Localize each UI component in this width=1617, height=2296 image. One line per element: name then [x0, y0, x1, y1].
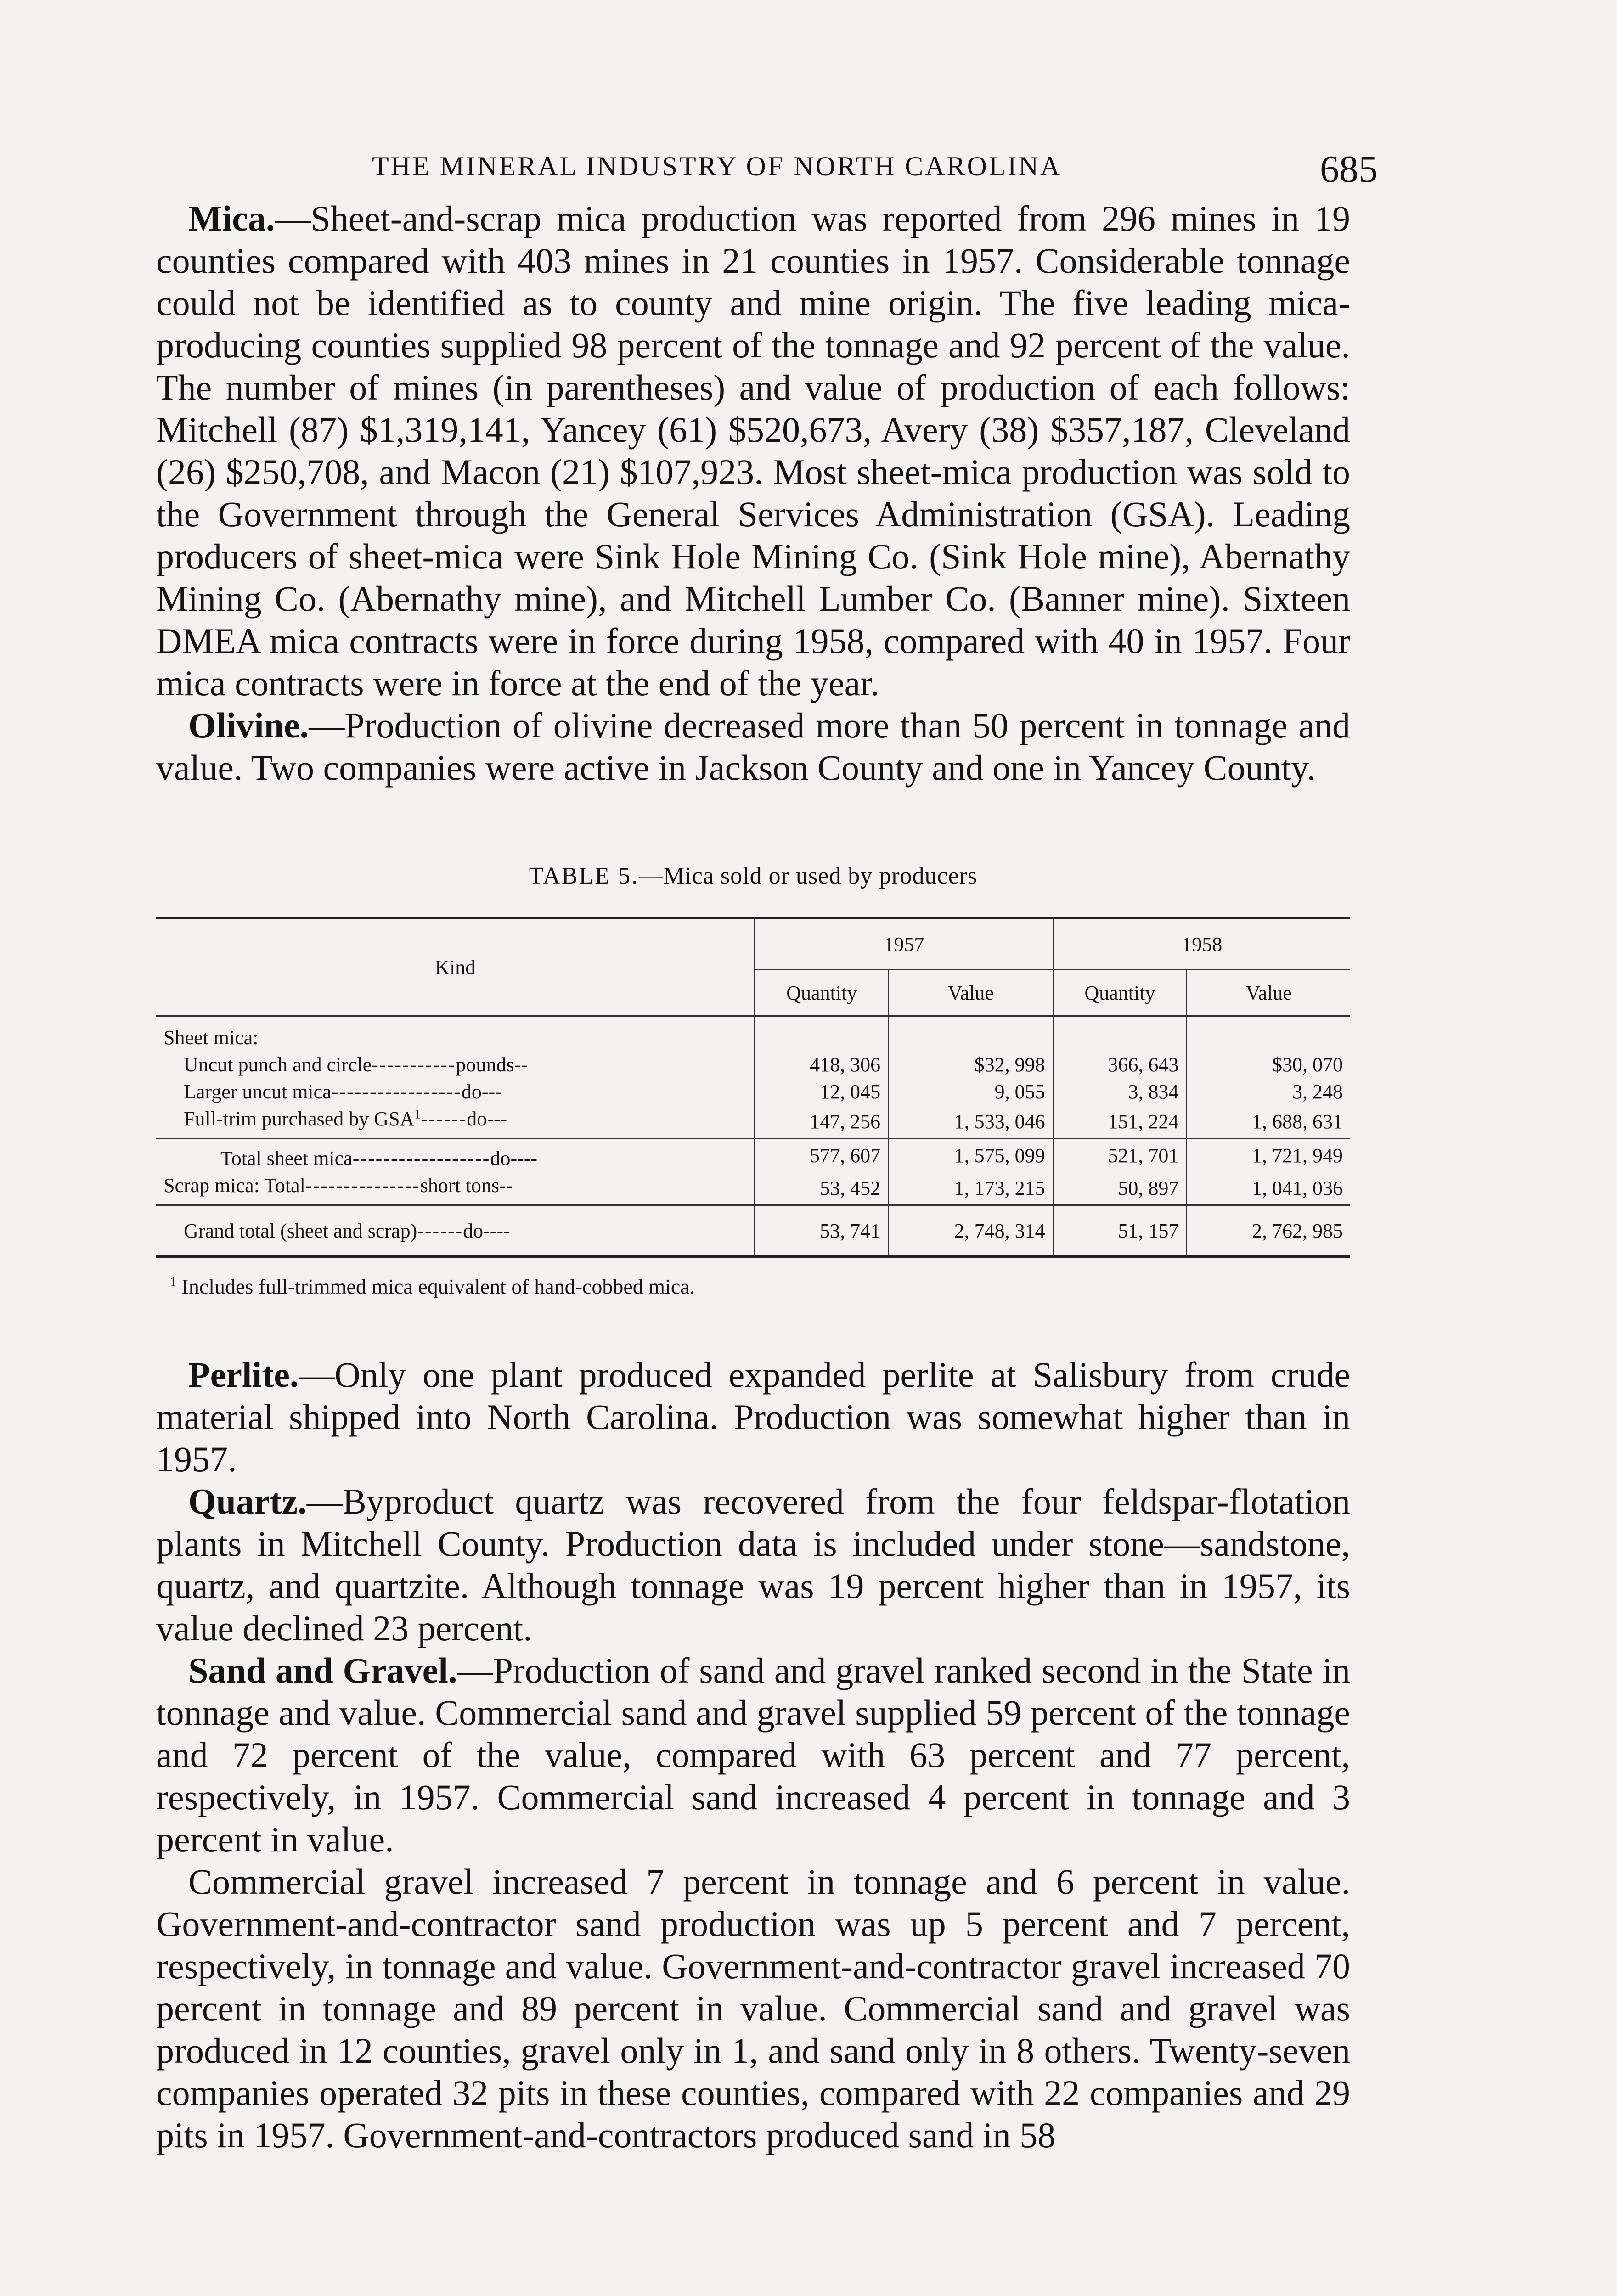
paragraph-commercial-gravel [156, 1861, 1350, 2156]
section-label: Sheet mica: [163, 1026, 259, 1049]
table-caption [156, 862, 1350, 889]
cell-q1957: 418, 306 [755, 1051, 889, 1078]
cell-q1957: 577, 607 [755, 1139, 889, 1172]
paragraph-quartz [156, 1480, 1350, 1649]
quantity-1958-header: Quantity [1053, 970, 1187, 1016]
row-label: Total sheet mica------------------do---- [220, 1147, 538, 1170]
heading-perlite: Perlite. [188, 1355, 299, 1395]
text-quartz: —Byproduct quartz was recovered from the four feldspar-flotation plants in Mitchell County. Production data is included under stone—sandstone, quartz, and quartzite. Although tonnage was 19 percent higher than in 1957, its value declined 23 percent. [156, 1481, 1350, 1648]
row-label: Uncut punch and circle-----------pounds-- [184, 1053, 528, 1076]
table-title: —Mica sold or used by producers [639, 863, 978, 889]
cell-q1958: 366, 643 [1053, 1051, 1187, 1078]
cell-v1957: 1, 173, 215 [889, 1172, 1053, 1205]
text-mica: —Sheet-and-scrap mica production was reported from 296 mines in 19 counties compared with 403 mines in 21 counties in 1957. Considerable tonnage could not be identified as to county and mine origin. The five leading mica-producing counties supplied 98 percent of the tonnage and 92 percent of the value. The number of mines (in parentheses) and value of production of each follows: Mitchell (87) $1,319,141, Yancey (61) $520,673, Avery (38) $357,187, Cleveland (26) $250,708, and Macon (21) $107,923. Most sheet-mica production was sold to the Government through the General Services Administration (GSA). Leading producers of sheet-mica were Sink Hole Mining Co. (Sink Hole mine), Abernathy Mining Co. (Abernathy mine), and Mitchell Lumber Co. (Banner mine). Sixteen DMEA mica contracts were in force during 1958, compared with 40 in 1957. Four mica contracts were in force at the end of the year. [156, 198, 1350, 703]
footnote-marker: 1 [414, 1107, 421, 1122]
cell-q1958: 521, 701 [1053, 1139, 1187, 1172]
table-row-total-sheet [156, 1139, 1350, 1172]
heading-olivine: Olivine. [188, 705, 309, 745]
text-commercial-gravel: Commercial gravel increased 7 percent in tonnage and 6 percent in value. Government-and-contractor sand production was up 5 percent and 7 percent, respectively, in tonnage and value. Government-and-contractor gravel increased 70 percent in tonnage and 89 percent in value. Commercial sand and gravel was produced in 12 counties, gravel only in 1, and sand only in 8 others. Twenty-seven companies operated 32 pits in these counties, compared with 22 companies and 29 pits in 1957. Government-and-contractors produced sand in 58 [156, 1862, 1350, 2155]
heading-sand-gravel: Sand and Gravel. [188, 1650, 457, 1690]
cell-v1957: $32, 998 [889, 1051, 1053, 1078]
paragraph-olivine [156, 704, 1350, 789]
row-label: Scrap mica: Total---------------short tons-- [163, 1174, 513, 1197]
text-sand-gravel: —Production of sand and gravel ranked second in the State in tonnage and value. Commercial sand and gravel supplied 59 percent of the tonnage and 72 percent of the value, compared with 63 percent and 77 percent, respectively, in 1957. Commercial sand increased 4 percent in tonnage and 3 percent in value. [156, 1650, 1350, 1859]
paragraph-mica [156, 197, 1350, 704]
cell-v1957: 1, 575, 099 [889, 1139, 1053, 1172]
cell-q1958: 3, 834 [1053, 1078, 1187, 1105]
cell-v1958: $30, 070 [1187, 1051, 1350, 1078]
cell-v1958: 2, 762, 985 [1187, 1205, 1350, 1257]
cell-q1957: 12, 045 [755, 1078, 889, 1105]
table-row [156, 1105, 1350, 1139]
cell-q1957: 53, 741 [755, 1205, 889, 1257]
cell-v1958: 1, 721, 949 [1187, 1139, 1350, 1172]
heading-quartz: Quartz. [188, 1481, 307, 1521]
cell-v1957: 9, 055 [889, 1078, 1053, 1105]
heading-mica: Mica. [188, 198, 275, 238]
value-1958-header: Value [1187, 970, 1350, 1016]
row-label: Full-trim purchased by GSA$^1$------do--- [184, 1107, 507, 1130]
cell-q1957: 53, 452 [755, 1172, 889, 1205]
paragraph-perlite [156, 1354, 1350, 1480]
row-label: Larger uncut mica-----------------do--- [184, 1080, 502, 1103]
cell-v1957: 1, 533, 046 [889, 1105, 1053, 1139]
quantity-1957-header: Quantity [755, 970, 889, 1016]
year-1957-header: 1957 [755, 918, 1053, 970]
table-row [156, 1051, 1350, 1078]
table-section-row [156, 1016, 1350, 1052]
cell-q1958: 151, 224 [1053, 1105, 1187, 1139]
cell-v1958: 3, 248 [1187, 1078, 1350, 1105]
paragraph-sand-gravel [156, 1649, 1350, 1861]
table-footnote [170, 1274, 1350, 1299]
text-perlite: —Only one plant produced expanded perlite at Salisbury from crude material shipped into North Carolina. Production was somewhat higher than in 1957. [156, 1355, 1350, 1479]
row-label: Grand total (sheet and scrap)------do---- [184, 1219, 510, 1242]
table-row-grand-total [156, 1205, 1350, 1257]
page-number: 685 [1320, 148, 1378, 191]
running-title: THE MINERAL INDUSTRY OF NORTH CAROLINA [372, 151, 1062, 181]
year-1958-header: 1958 [1053, 918, 1350, 970]
table-header-row [156, 918, 1350, 970]
table-row [156, 1078, 1350, 1105]
cell-v1958: 1, 688, 631 [1187, 1105, 1350, 1139]
cell-v1957: 2, 748, 314 [889, 1205, 1053, 1257]
value-1957-header: Value [889, 970, 1053, 1016]
page-header [156, 138, 1378, 197]
cell-v1958: 1, 041, 036 [1187, 1172, 1350, 1205]
cell-q1958: 50, 897 [1053, 1172, 1187, 1205]
footnote-marker: 1 [170, 1275, 176, 1289]
kind-header: Kind [156, 918, 755, 1016]
mica-table [156, 917, 1350, 1258]
cell-q1957: 147, 256 [755, 1105, 889, 1139]
text-olivine: —Production of olivine decreased more than 50 percent in tonnage and value. Two companies were active in Jackson County and one in Yancey County. [156, 705, 1350, 788]
document-page [156, 138, 1378, 2156]
cell-q1958: 51, 157 [1053, 1205, 1187, 1257]
table-row-scrap [156, 1172, 1350, 1205]
footnote-text: Includes full-trimmed mica equivalent of hand-cobbed mica. [181, 1275, 695, 1298]
table-number: TABLE 5. [529, 863, 639, 889]
